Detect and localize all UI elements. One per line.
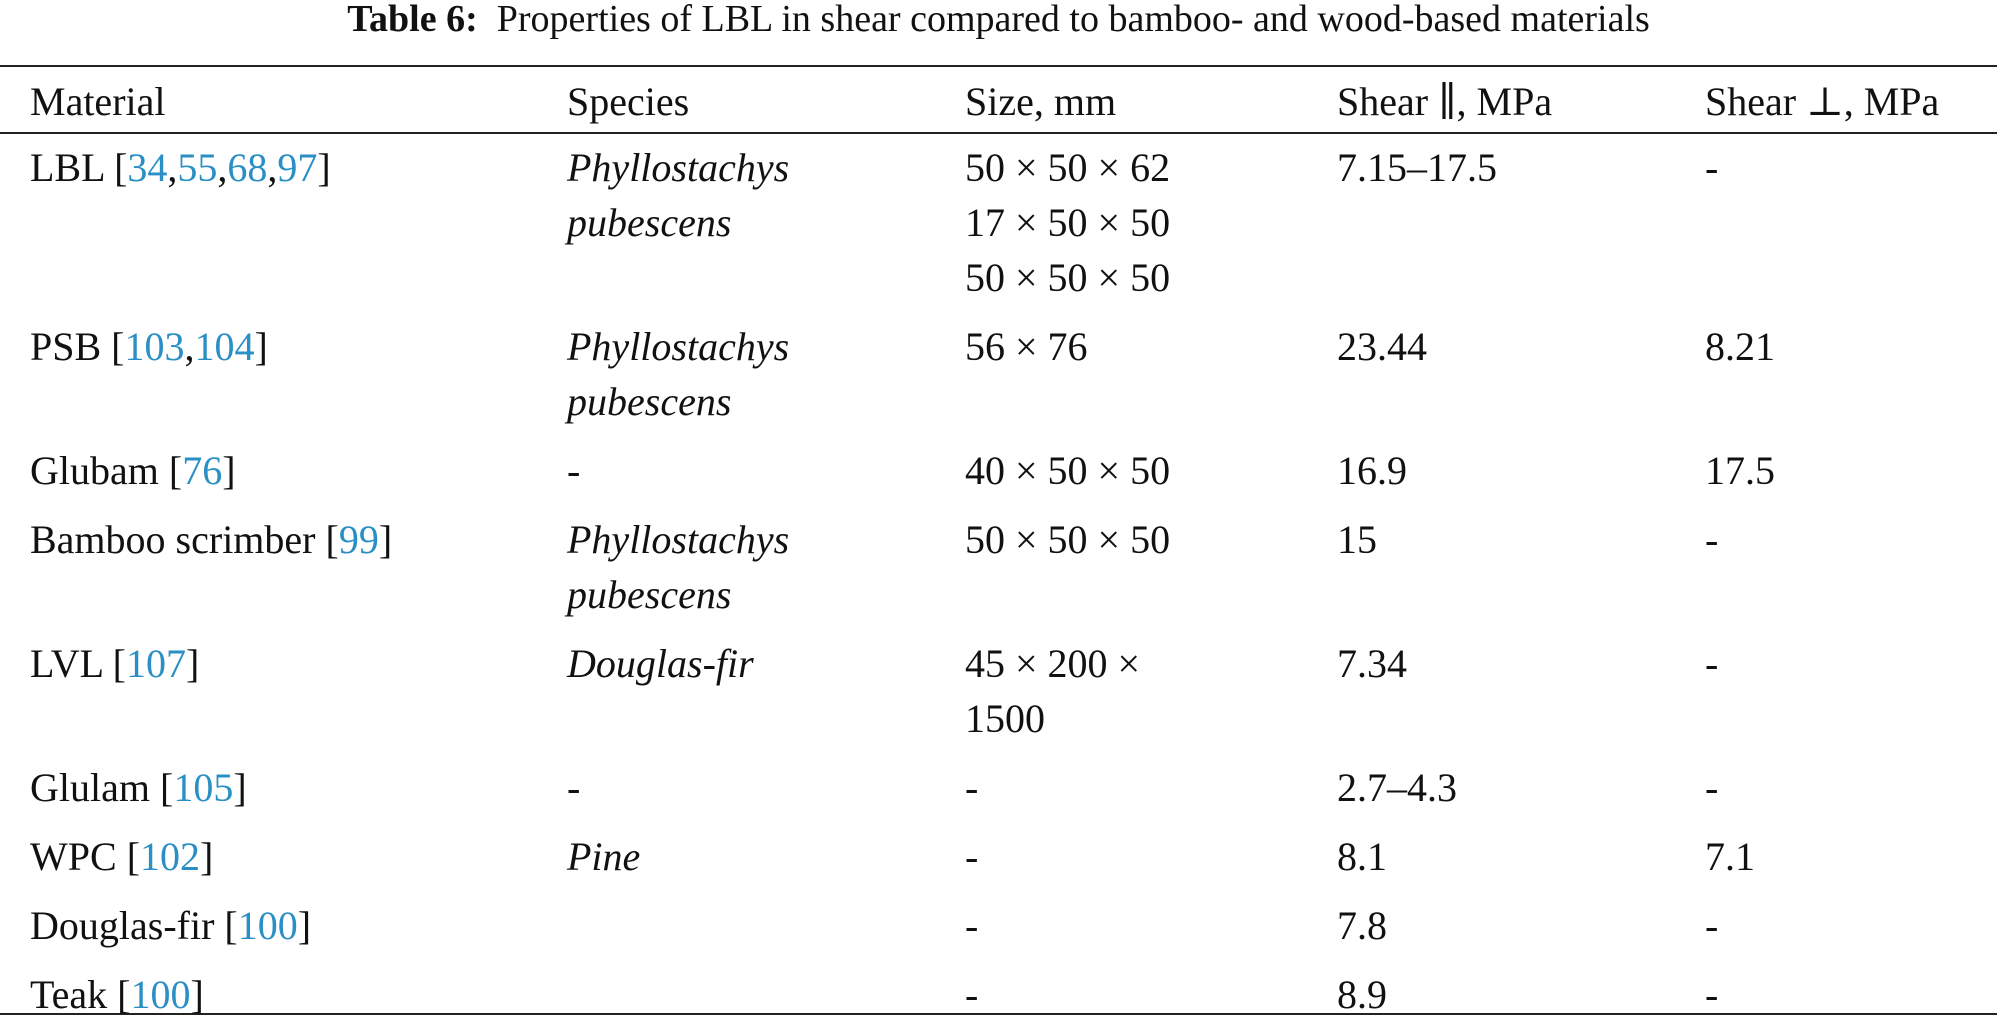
species-line: pubescens <box>567 200 732 245</box>
material-cell: LVL [107] <box>30 641 200 686</box>
size-line: - <box>965 903 979 948</box>
size-cell <box>935 890 1307 959</box>
table-caption-text: Properties of LBL in shear compared to bamboo- and wood-based materials <box>496 0 1650 40</box>
species-cell <box>537 628 935 752</box>
shear-perpendicular-cell: - <box>1705 517 1719 562</box>
material-name: Glubam <box>30 448 159 493</box>
table-row <box>0 821 1997 890</box>
species-cell <box>537 504 935 628</box>
table-body <box>0 132 1997 1028</box>
shear-parallel-cell: 16.9 <box>1337 448 1407 493</box>
size-line: - <box>965 972 979 1017</box>
size-cell <box>935 504 1307 628</box>
material-name: Bamboo scrimber <box>30 517 316 562</box>
size-line: 56 × 76 <box>965 324 1088 369</box>
species-line: Phyllostachys <box>567 517 790 562</box>
species-line: Pine <box>567 834 641 879</box>
column-header-size: Size, mm <box>965 79 1117 124</box>
species-line: pubescens <box>567 379 732 424</box>
table-row <box>0 628 1997 752</box>
material-name: Teak <box>30 972 108 1017</box>
size-cell <box>935 821 1307 890</box>
material-cell: Glulam [105] <box>30 765 247 810</box>
properties-table <box>0 66 1997 1028</box>
size-line: - <box>965 765 979 810</box>
table-row <box>0 890 1997 959</box>
size-line: 40 × 50 × 50 <box>965 448 1171 493</box>
reference-link[interactable]: 68 <box>227 145 268 190</box>
size-line: 17 × 50 × 50 <box>965 200 1171 245</box>
material-cell: Douglas-fir [100] <box>30 903 312 948</box>
shear-parallel-cell: 8.1 <box>1337 834 1387 879</box>
material-name: PSB <box>30 324 102 369</box>
size-line: 50 × 50 × 50 <box>965 255 1171 300</box>
reference-link[interactable]: 76 <box>182 448 223 493</box>
column-header-shear-perpendicular: Shear ⊥, MPa <box>1705 79 1940 124</box>
column-header-material: Material <box>30 79 166 124</box>
table-row <box>0 752 1997 821</box>
reference-link[interactable]: 103 <box>124 324 185 369</box>
material-name: WPC <box>30 834 117 879</box>
table-row <box>0 435 1997 504</box>
species-line: Douglas-fir <box>567 641 754 686</box>
size-line: 50 × 50 × 62 <box>965 145 1171 190</box>
shear-parallel-cell: 2.7–4.3 <box>1337 765 1457 810</box>
material-cell: WPC [102] <box>30 834 214 879</box>
reference-link[interactable]: 102 <box>140 834 201 879</box>
shear-parallel-cell: 7.8 <box>1337 903 1387 948</box>
shear-perpendicular-cell: 7.1 <box>1705 834 1755 879</box>
size-cell <box>935 628 1307 752</box>
material-name: LBL <box>30 145 105 190</box>
material-name: Douglas-fir <box>30 903 215 948</box>
species-line: Phyllostachys <box>567 324 790 369</box>
size-cell <box>935 435 1307 504</box>
species-cell <box>537 132 935 311</box>
material-cell: PSB [103,104] <box>30 324 268 369</box>
table-caption <box>0 0 1997 38</box>
species-line: Phyllostachys <box>567 145 790 190</box>
size-cell <box>935 752 1307 821</box>
species-line: pubescens <box>567 572 732 617</box>
reference-link[interactable]: 99 <box>338 517 379 562</box>
reference-link[interactable]: 104 <box>194 324 255 369</box>
size-line: 50 × 50 × 50 <box>965 517 1171 562</box>
material-cell: Teak [100] <box>30 972 204 1017</box>
table-row <box>0 132 1997 311</box>
shear-perpendicular-cell: 8.21 <box>1705 324 1775 369</box>
species-cell <box>537 821 935 890</box>
size-line: 45 × 200 × <box>965 641 1141 686</box>
shear-parallel-cell: 7.34 <box>1337 641 1407 686</box>
reference-link[interactable]: 34 <box>127 145 168 190</box>
shear-perpendicular-cell: - <box>1705 972 1719 1017</box>
species-cell <box>537 890 935 959</box>
material-cell: LBL [34,55,68,97] <box>30 145 331 190</box>
size-cell <box>935 132 1307 311</box>
table-caption-label: Table 6: <box>347 0 478 40</box>
shear-parallel-cell: 7.15–17.5 <box>1337 145 1497 190</box>
table-header-row <box>0 66 1997 132</box>
size-cell <box>935 311 1307 435</box>
species-cell <box>537 959 935 1028</box>
species-cell <box>537 752 935 821</box>
species-cell <box>537 435 935 504</box>
material-name: Glulam <box>30 765 150 810</box>
material-cell: Glubam [76] <box>30 448 236 493</box>
shear-perpendicular-cell: - <box>1705 765 1719 810</box>
column-header-species: Species <box>567 79 690 124</box>
reference-link[interactable]: 105 <box>173 765 234 810</box>
reference-link[interactable]: 55 <box>177 145 218 190</box>
table-row <box>0 311 1997 435</box>
species-line: - <box>567 448 581 493</box>
shear-parallel-cell: 15 <box>1337 517 1377 562</box>
reference-link[interactable]: 107 <box>125 641 186 686</box>
shear-parallel-cell: 8.9 <box>1337 972 1387 1017</box>
size-line: 1500 <box>965 696 1045 741</box>
material-name: LVL <box>30 641 103 686</box>
species-cell <box>537 311 935 435</box>
size-line: - <box>965 834 979 879</box>
reference-link[interactable]: 97 <box>277 145 318 190</box>
table-row <box>0 504 1997 628</box>
shear-perpendicular-cell: - <box>1705 641 1719 686</box>
size-cell <box>935 959 1307 1028</box>
material-cell: Bamboo scrimber [99] <box>30 517 393 562</box>
table-row <box>0 959 1997 1028</box>
shear-parallel-cell: 23.44 <box>1337 324 1427 369</box>
column-header-shear-parallel: Shear ∥, MPa <box>1337 79 1553 124</box>
reference-link[interactable]: 100 <box>130 972 191 1017</box>
shear-perpendicular-cell: - <box>1705 145 1719 190</box>
shear-perpendicular-cell: - <box>1705 903 1719 948</box>
shear-perpendicular-cell: 17.5 <box>1705 448 1775 493</box>
reference-link[interactable]: 100 <box>237 903 298 948</box>
species-line: - <box>567 765 581 810</box>
